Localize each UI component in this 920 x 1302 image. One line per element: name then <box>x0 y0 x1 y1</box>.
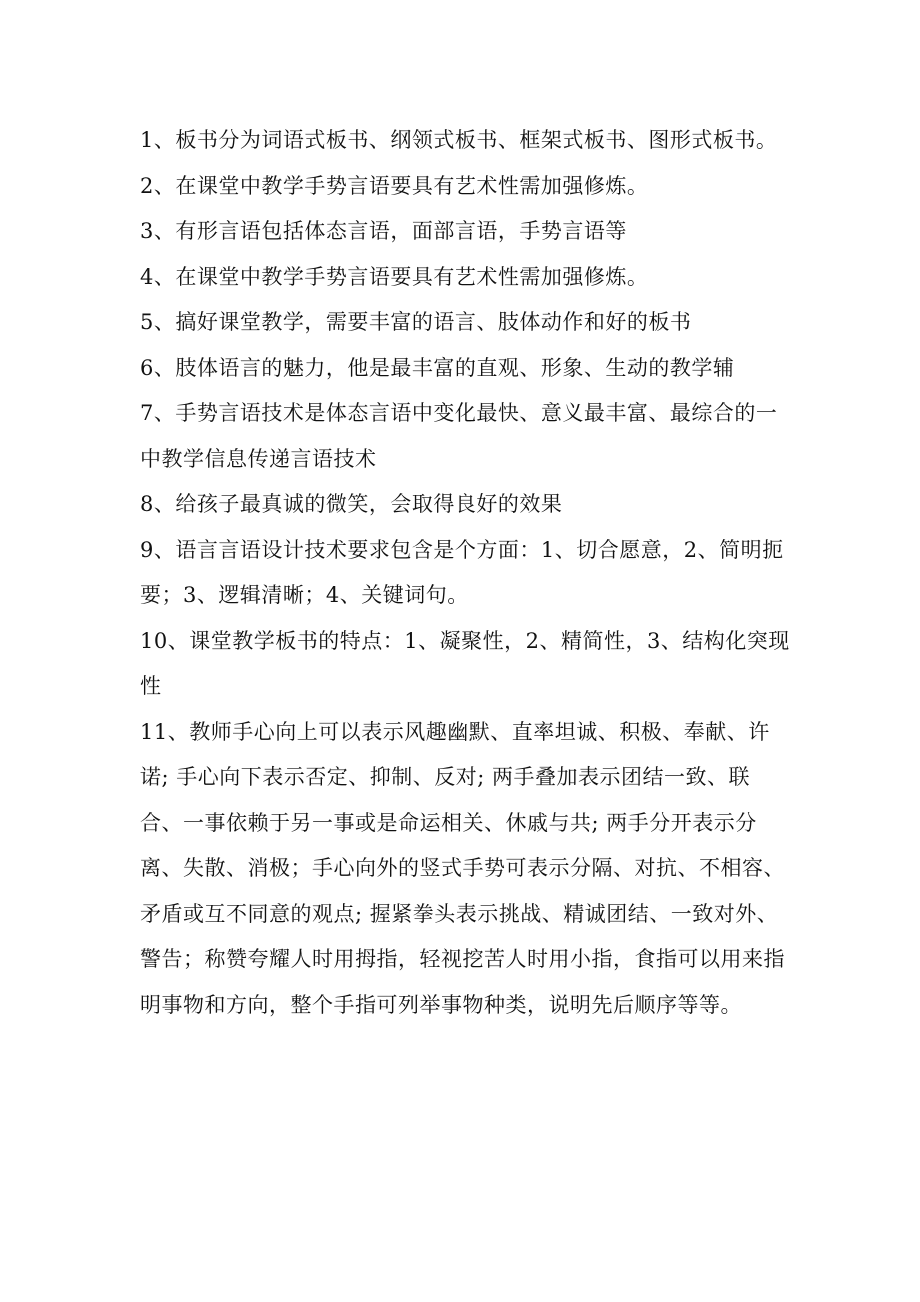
list-item-8: 8、给孩子最真诚的微笑，会取得良好的效果 <box>140 492 563 516</box>
list-item-2: 2、在课堂中教学手势言语要具有艺术性需加强修炼。 <box>140 173 649 198</box>
list-item-4: 4、在课堂中教学手势言语要具有艺术性需加强修炼。 <box>140 264 649 289</box>
list-item-5: 5、搞好课堂教学，需要丰富的语言、肢体动作和好的板书 <box>140 310 692 334</box>
list-item-9: 9、语言言语设计技术要求包含是个方面：1、切合愿意，2、简明扼要；3、逻辑清晰；4、关键词句。 <box>140 537 784 607</box>
list-item-7: 7、手势言语技术是体态言语中变化最快、意义最丰富、最综合的一中教学信息传递言语技术 <box>140 401 778 471</box>
list-item-11: 11、教师手心向上可以表示风趣幽默、直率坦诚、积极、奉献、许诺; 手心向下表示否定、抑制、反对; 两手叠加表示团结一致、联合、一事依赖于另一事或是命运相关、休戚与共; 两手分开表示分离、失散、消极；手心向外的竖式手势可表示分隔、对抗、不相容、矛盾或互不同意的观点; 握紧拳头表示挑战、精诚团结、一致对外、警告；称赞夸耀人时用拇指，轻视挖苦人时用小指，食指可以用来指明事物和方向，整个手指可列举事物种类，说明先后顺序等等。 <box>140 719 785 1017</box>
document-body <box>140 118 790 1028</box>
list-item-6: 6、肢体语言的魅力，他是最丰富的直观、形象、生动的教学辅 <box>140 355 735 380</box>
list-item-3: 3、有形言语包括体态言语，面部言语，手势言语等 <box>140 219 627 243</box>
list-item-10: 10、课堂教学板书的特点：1、凝聚性，2、精简性，3、结构化突现性 <box>140 628 790 698</box>
list-item-1: 1、板书分为词语式板书、纲领式板书、框架式板书、图形式板书。 <box>140 128 778 152</box>
